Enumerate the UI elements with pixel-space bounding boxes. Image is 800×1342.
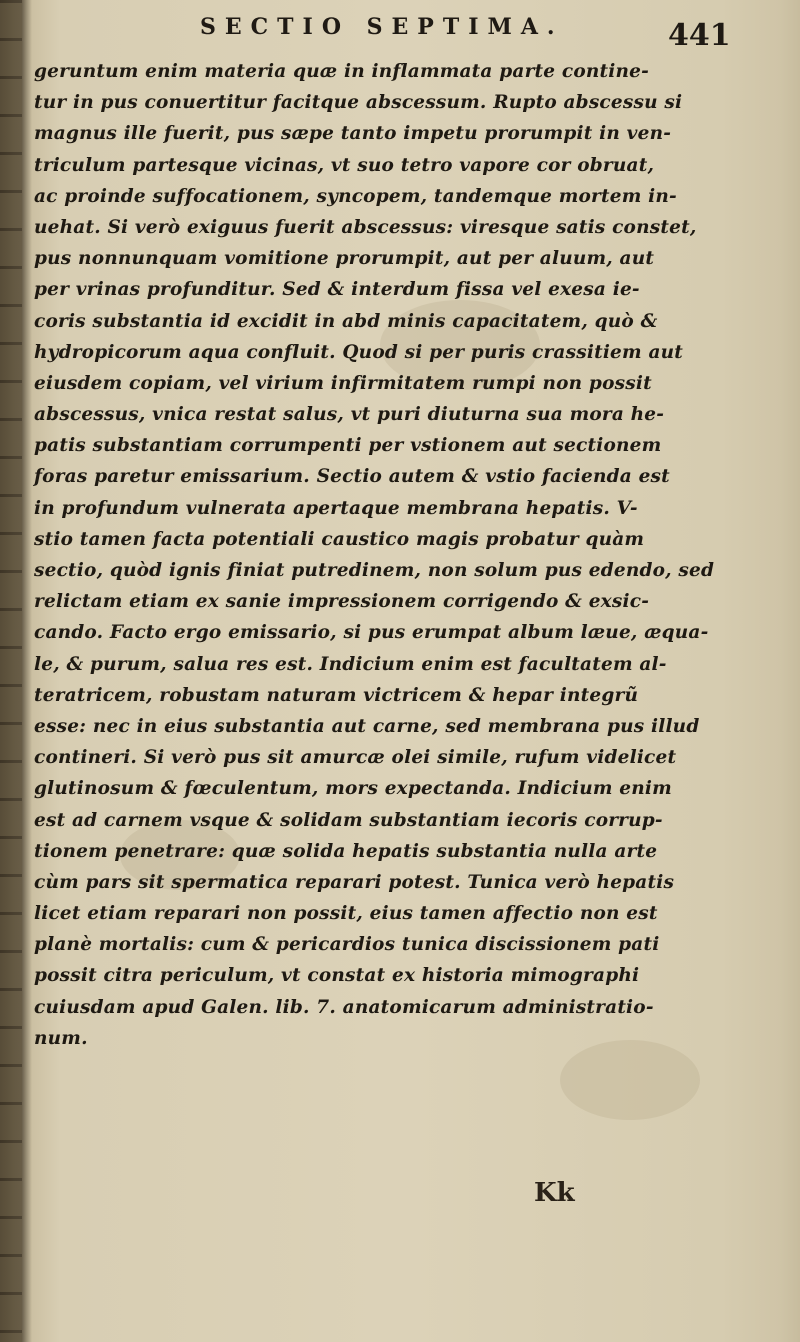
- text-line: est ad carnem vsque & solidam substantiam iecoris corrup-: [34, 809, 663, 831]
- text-line: foras paretur emissarium. Sectio autem & vstio facienda est: [34, 466, 670, 488]
- page-header: [0, 6, 800, 53]
- text-line: triculum partesque vicinas, vt suo tetro vapore cor obruat,: [34, 154, 655, 176]
- text-line: relictam etiam ex sanie impressionem corrigendo & exsic-: [34, 591, 650, 613]
- text-line: tionem penetrare: quæ solida hepatis substantia nulla arte: [34, 840, 658, 862]
- text-line: teratricem, robustam naturam victricem & hepar integrũ: [34, 684, 639, 706]
- text-line: magnus ille fuerit, pus sæpe tanto impetu prorumpit in ven-: [34, 123, 672, 145]
- text-line: num.: [34, 1027, 88, 1049]
- text-line: possit citra periculum, vt constat ex historia mimographi: [34, 965, 640, 987]
- text-line: ac proinde suffocationem, syncopem, tandemque mortem in-: [34, 185, 677, 207]
- text-line: licet etiam reparari non possit, eius tamen affectio non est: [34, 903, 658, 925]
- text-line: per vrinas profunditur. Sed & interdum fissa vel exesa ie-: [34, 279, 640, 301]
- text-line: stio tamen facta potentiali caustico magis probatur quàm: [34, 528, 645, 550]
- text-line: cuiusdam apud Galen. lib. 7. anatomicarum administratio-: [34, 996, 654, 1018]
- text-line: sectio, quòd ignis finiat putredinem, non solum pus edendo, sed: [34, 560, 715, 581]
- text-line: cando. Facto ergo emissario, si pus erumpat album læue, æqua-: [34, 622, 709, 644]
- text-line: esse: nec in eius substantia aut carne, sed membrana pus illud: [34, 715, 700, 737]
- text-line: abscessus, vnica restat salus, vt puri diuturna sua mora he-: [34, 404, 665, 426]
- text-line: glutinosum & fœculentum, mors expectanda. Indicium enim: [34, 778, 672, 800]
- text-line: hydropicorum aqua confluit. Quod si per puris crassitiem aut: [34, 341, 684, 363]
- text-line: le, & purum, salua res est. Indicium enim est facultatem al-: [34, 653, 667, 675]
- body-text: [34, 56, 724, 1054]
- text-line: uehat. Si verò exiguus fuerit abscessus: viresque satis constet,: [34, 216, 697, 238]
- text-line: patis substantiam corrumpenti per vstionem aut sectionem: [34, 435, 662, 457]
- running-title: SECTIO SEPTIMA.: [200, 14, 564, 40]
- text-line: tur in pus conuertitur facitque abscessum. Rupto abscessu si: [34, 92, 683, 114]
- text-line: coris substantia id excidit in abd minis capacitatem, quò &: [34, 310, 658, 332]
- text-line: geruntum enim materia quæ in inflammata parte contine-: [34, 61, 650, 82]
- text-line: pus nonnunquam vomitione prorumpit, aut per aluum, aut: [34, 248, 655, 270]
- book-binding: [0, 0, 22, 1342]
- page-number: 441: [668, 18, 731, 53]
- text-line: planè mortalis: cum & pericardios tunica discissionem pati: [34, 934, 660, 956]
- binding-shadow: [22, 0, 32, 1342]
- text-line: eiusdem copiam, vel virium infirmitatem rumpi non possit: [34, 372, 652, 394]
- text-line: cùm pars sit spermatica reparari potest. Tunica verò hepatis: [34, 871, 675, 893]
- text-line: in profundum vulnerata apertaque membrana hepatis. V-: [34, 497, 638, 519]
- signature-mark: Kk: [534, 1178, 575, 1208]
- text-line: contineri. Si verò pus sit amurcæ olei simile, rufum videlicet: [34, 747, 677, 769]
